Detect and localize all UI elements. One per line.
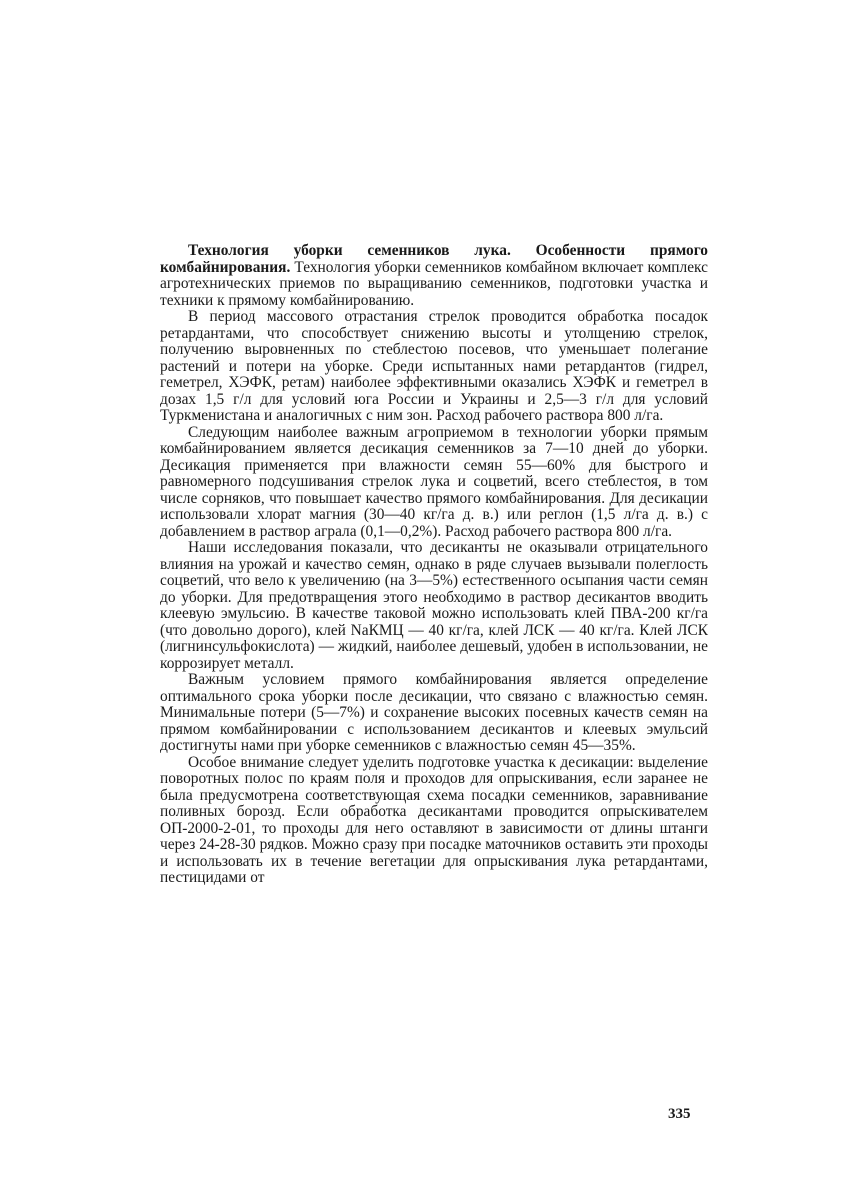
paragraph-5: Важным условием прямого комбайнирования является определение оптимального срока уборки после десикации, что связано с влажностью семян. Минимальные потери (5—7%) и сохранение высоких посевных качеств семян на прямом комбайнировании с использованием десикантов и клеевых эмульсий достигнуты нами при уборке семенников с влажностью семян 45—35%.	[160, 671, 708, 754]
paragraph-2: В период массового отрастания стрелок проводится обработка посадок ретардантами, что способствует снижению высоты и утолщению стрелок, получению выровненных по стеблестою посевов, что уменьшает полегание растений и потери на уборке. Среди испытанных нами ретардантов (гидрел, геметрел, ХЭФК, ретам) наиболее эффективными оказались ХЭФК и геметрел в дозах 1,5 г/л для условий юга России и Украины и 2,5—3 г/л для условий Туркменистана и аналогичных с ним зон. Расход рабочего раствора 800 л/га.	[160, 308, 708, 424]
paragraph-1-text: Технология уборки семенников комбайном включает комплекс агротехнических приемов по выращиванию семенников, подготовки участка и техники к прямому комбайнированию.	[160, 258, 708, 309]
paragraph-1	[160, 243, 708, 309]
document-body	[160, 243, 708, 887]
page-number: 335	[668, 1106, 691, 1122]
paragraph-3: Следующим наиболее важным агроприемом в технологии уборки прямым комбайнированием является десикация семенников за 7—10 дней до уборки. Десикация применяется при влажности семян 55—60% для быстрого и равномерного подсушивания стрелок лука и соцветий, всего стеблестоя, в том числе сорняков, что повышает качество прямого комбайнирования. Для десикации использовали хлорат магния (30—40 кг/га д. в.) или реглон (1,5 л/га д. в.) с добавлением в раствор аграла (0,1—0,2%). Расход рабочего раствора 800 л/га.	[160, 423, 708, 540]
paragraph-4: Наши исследования показали, что десиканты не оказывали отрицательного влияния на урожай и качество семян, однако в ряде случаев вызывали полеглость соцветий, что вело к увеличению (на 3—5%) естественного осыпания части семян до уборки. Для предотвращения этого необходимо в раствор десикантов вводить клеевую эмульсию. В качестве таковой можно использовать клей ПВА-200 кг/га (что довольно дорого), клей NaКМЦ — 40 кг/га, клей ЛСК — 40 кг/га. Клей ЛСК (лигнинсульфокислота) — жидкий, наиболее дешевый, удобен в использовании, не коррозирует металл.	[160, 539, 708, 672]
section-heading: Технология уборки семенников лука. Особенности прямого комбайнирования.	[160, 242, 708, 276]
paragraph-6: Особое внимание следует уделить подготовке участка к десикации: выделение поворотных полос по краям поля и проходов для опрыскивания, если заранее не была предусмотрена соответствующая схема посадки семенников, заравнивание поливных борозд. Если обработка десикантами проводится опрыскивателем ОП-2000-2-01, то проходы для него оставляют в зависимости от длины штанги через 24-28-30 рядков. Можно сразу при посадке маточников оставить эти проходы и использовать их в течение вегетации для опрыскивания лука ретардантами, пестицидами от	[160, 753, 708, 886]
